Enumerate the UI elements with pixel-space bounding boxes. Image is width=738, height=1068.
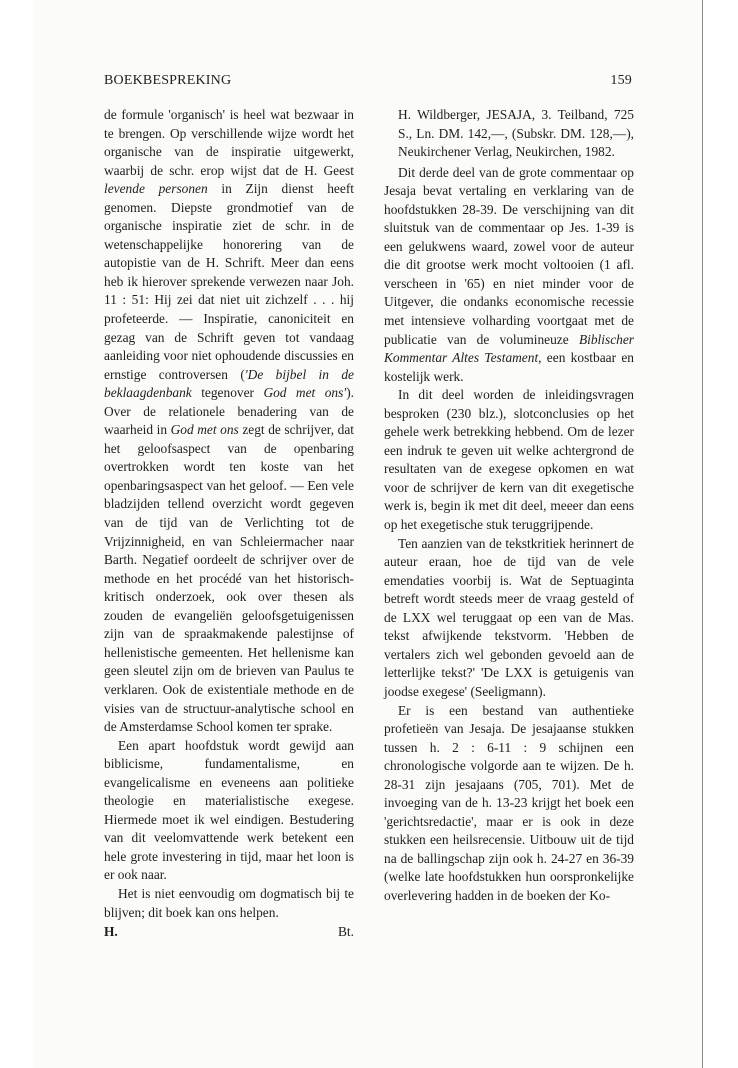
italic-text: 'De bijbel in de beklaagdenbank: [104, 366, 354, 401]
text-run: zegt de schrijver, dat het geloofsaspect van de openbaring overtrokken wordt ten koste van het openbaringsaspect van het geloof. — Een vele bladzijden tellend overzicht wordt gegeven van de tijd van de Verlichting tot de Vrijzinnigheid, en van Schleiermacher naar Barth. Negatief oordeelt de schrijver over de methode en het procédé van het historisch-kritisch onderzoek, ook over thesen als zouden de evangeliën geloofsgetuigenissen zijn van de spraakmakende palestijnse of hellenistische gemeenten. Het hellenisme kan geen sleutel zijn om de brieven van Paulus te verklaren. Ook de existentiale methode en de visies van de structuur-analytische school en de Amsterdamse School komen ter sprake.: [104, 422, 354, 735]
paragraph: [104, 106, 354, 737]
reviewer-signature: [104, 923, 354, 942]
paragraph: Er is een bestand van authentieke profetieën van Jesaja. De jesajaanse stukken tussen h. 2 : 6-11 : 9 schijnen een chronologische volgorde aan te wijzen. De h. 28-31 zijn jesajaans (705, 701). Met de invoeging van de h. 13-23 krijgt het boek een 'gerichtsredactie', maar er is ook in deze stukken een heilsrecensie. Uitbouw uit de tijd na de ballingschap zijn ook h. 24-27 en 36-39 (welke late hoofdstukken hun oorspronkelijke overlevering hadden in de boeken der Ko-: [384, 702, 634, 903]
text-run: een kostbaar en kostelijk werk.: [384, 350, 634, 384]
paragraph: Een apart hoofdstuk wordt gewijd aan biblicisme, fundamentalisme, en evangelicalisme en eveneens aan politieke theologie en materialistische exegese. Hiermede moet ik wel eindigen. Bestudering van dit veelomvattende werk betekent een hele grote investering in tijd, maar het loon is er ook naar.: [104, 737, 354, 883]
paragraph: In dit deel worden de inleidingsvragen besproken (230 blz.), slotconclusies op het gehele werk betrekking hebbend. Om de lezer een indruk te geven uit welke achtergrond de resultaten van de exegese opkomen en wat voor de schrijver de kern van dit exegetische werk is, begin ik met dit deel, meeer dan eens op het exegetische stuk teruggrijpende.: [384, 387, 634, 533]
left-column: [104, 106, 354, 942]
right-column: [384, 106, 634, 906]
italic-text: God met ons': [263, 385, 347, 401]
text-run: in Zijn dienst heeft genomen. Diepste grondmotief van de organische inspiratie ziet de schr. in de wetenschappelijke honorering van de autopistie van de H. Schrift. Meer dan eens heb ik hierover sprekende verwezen naar Joh. 11 : 51: Hij zei dat niet uit zichzelf . . . hij profeteerde. — Inspiratie, canoniciteit en gezag van de Schrift geven tot vandaag aanleiding voor niet ophoudende discussies en ernstige controversen (: [104, 181, 354, 382]
italic-text: levende personen: [104, 181, 208, 197]
book-page: [34, 0, 703, 1068]
book-reference: H. Wildberger, JESAJA, 3. Teilband, 725 S., Ln. DM. 142,—, (Subskr. DM. 128,—), Neukirchener Verlag, Neukirchen, 1982.: [398, 107, 634, 160]
paragraph: [384, 164, 634, 387]
text-run: ). Over de relationele benadering van de waarheid in: [104, 385, 354, 438]
signature-name: Bt.: [338, 924, 354, 940]
paragraph: Het is niet eenvoudig om dogmatisch bij te blijven; dit boek kan ons helpen.: [104, 885, 354, 920]
signature-initial: H.: [104, 924, 118, 940]
paragraph: Ten aanzien van de tekstkritiek herinnert de auteur eraan, hoe de tijd van de vele emendaties voorbij is. Wat de Septuaginta betreft wordt steeds meer de vraag gesteld of de LXX wel teruggaat op een van de Mas. tekst afwijkende tekstvorm. 'Hebben de vertalers zich wel gebonden gevoeld aan de letterlijke tekst?' 'De LXX is getuigenis van joodse exegese' (Seeligmann).: [384, 535, 634, 699]
page-number: 159: [610, 73, 632, 88]
text-run: Dit derde deel van de grote commentaar op Jesaja bevat vertaling en verklaring van de hoofdstukken 28-39. De verschijning van dit sluitstuk van de commentaar op Jes. 1-39 is een gelukwens waard, zowel voor de auteur die dit grootse werk mocht voltooien (1 afl. verscheen in '65) en niet minder voor de Uitgever, die ondanks economische recessie met intensieve volharding voortgaat met de publicatie van de voluminеuze: [384, 164, 634, 347]
running-title: BOEKBESPREKING: [104, 73, 232, 88]
text-run: tegenover: [191, 385, 264, 401]
italic-text: Biblischer Kommentar Altes Testament,: [384, 331, 634, 366]
text-run: de formule 'organisch' is heel wat bezwaar in te brengen. Op verschillende wijze wordt het organische van de inspiratie uitgewerkt, waarbij de schr. erop wijst dat de H. Geest: [104, 107, 354, 178]
italic-text: God met ons: [170, 422, 239, 438]
